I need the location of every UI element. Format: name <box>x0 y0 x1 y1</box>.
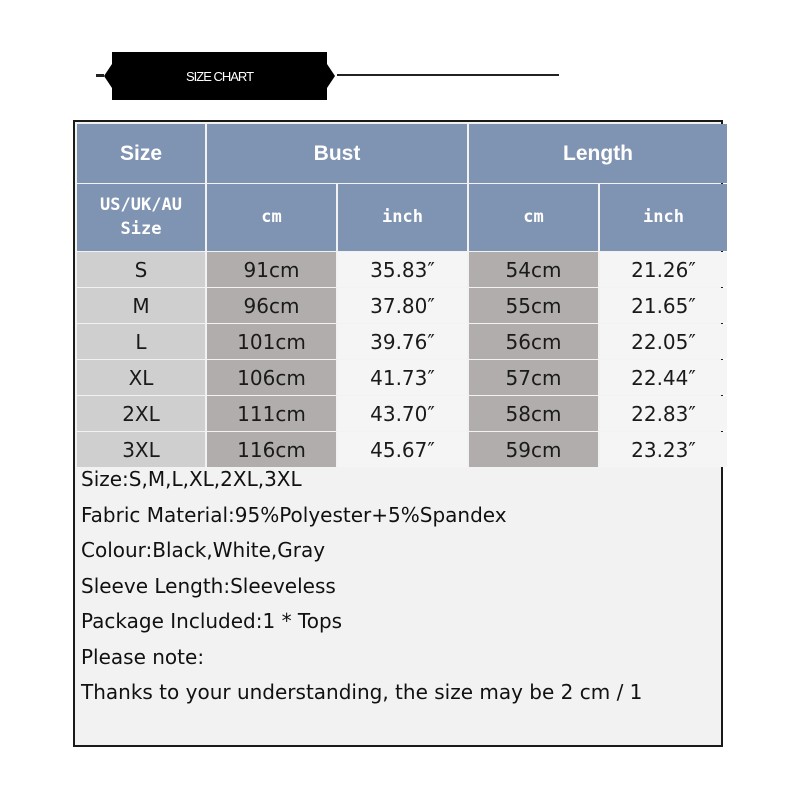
cell-length-inch: 23.23″ <box>600 432 727 467</box>
header-bust: Bust <box>207 124 467 183</box>
banner-left-dash <box>96 74 104 77</box>
cell-length-cm: 56cm <box>469 324 598 359</box>
subheader-bust-inch: inch <box>338 184 467 251</box>
cell-length-inch: 21.26″ <box>600 252 727 287</box>
cell-bust-inch: 41.73″ <box>338 360 467 395</box>
cell-size: M <box>77 288 205 323</box>
cell-bust-inch: 37.80″ <box>338 288 467 323</box>
size-chart-banner <box>92 52 467 100</box>
cell-bust-inch: 43.70″ <box>338 396 467 431</box>
cell-bust-cm: 101cm <box>207 324 336 359</box>
cell-length-cm: 58cm <box>469 396 598 431</box>
note-please-note: Please note: <box>81 644 205 669</box>
subheader-size-line2: Size <box>120 218 162 239</box>
cell-size: 2XL <box>77 396 205 431</box>
size-table <box>77 124 727 467</box>
subheader-length-cm: cm <box>469 184 598 251</box>
note-sleeve: Sleeve Length:Sleeveless <box>81 573 336 598</box>
note-disclaimer: Thanks to your understanding, the size may be 2 cm / 1 <box>81 680 643 704</box>
cell-bust-inch: 35.83″ <box>338 252 467 287</box>
note-fabric: Fabric Material:95%Polyester+5%Spandex <box>81 502 507 527</box>
cell-bust-cm: 91cm <box>207 252 336 287</box>
cell-size: S <box>77 252 205 287</box>
subheader-length-inch: inch <box>600 184 727 251</box>
header-length: Length <box>469 124 727 183</box>
subheader-size-line1: US/UK/AU <box>100 194 182 215</box>
cell-size: L <box>77 324 205 359</box>
header-size: Size <box>77 124 205 183</box>
cell-bust-cm: 116cm <box>207 432 336 467</box>
cell-bust-cm: 96cm <box>207 288 336 323</box>
cell-length-inch: 22.83″ <box>600 396 727 431</box>
cell-bust-cm: 111cm <box>207 396 336 431</box>
product-notes <box>81 462 717 711</box>
note-colour: Colour:Black,White,Gray <box>81 538 326 562</box>
size-chart-panel <box>73 120 723 747</box>
cell-size: XL <box>77 360 205 395</box>
subheader-size <box>77 184 205 251</box>
size-chart-badge-text: SIZE CHART <box>185 68 254 84</box>
cell-bust-cm: 106cm <box>207 360 336 395</box>
cell-length-inch: 22.05″ <box>600 324 727 359</box>
cell-length-cm: 55cm <box>469 288 598 323</box>
cell-bust-inch: 45.67″ <box>338 432 467 467</box>
cell-length-cm: 59cm <box>469 432 598 467</box>
note-package: Package Included:1 * Tops <box>81 609 343 633</box>
banner-divider-line <box>337 74 559 76</box>
note-sizes: Size:S,M,L,XL,2XL,3XL <box>81 467 302 491</box>
cell-length-cm: 57cm <box>469 360 598 395</box>
cell-bust-inch: 39.76″ <box>338 324 467 359</box>
cell-length-cm: 54cm <box>469 252 598 287</box>
subheader-bust-cm: cm <box>207 184 336 251</box>
cell-length-inch: 21.65″ <box>600 288 727 323</box>
cell-length-inch: 22.44″ <box>600 360 727 395</box>
cell-size: 3XL <box>77 432 205 467</box>
size-chart-badge <box>112 52 327 100</box>
